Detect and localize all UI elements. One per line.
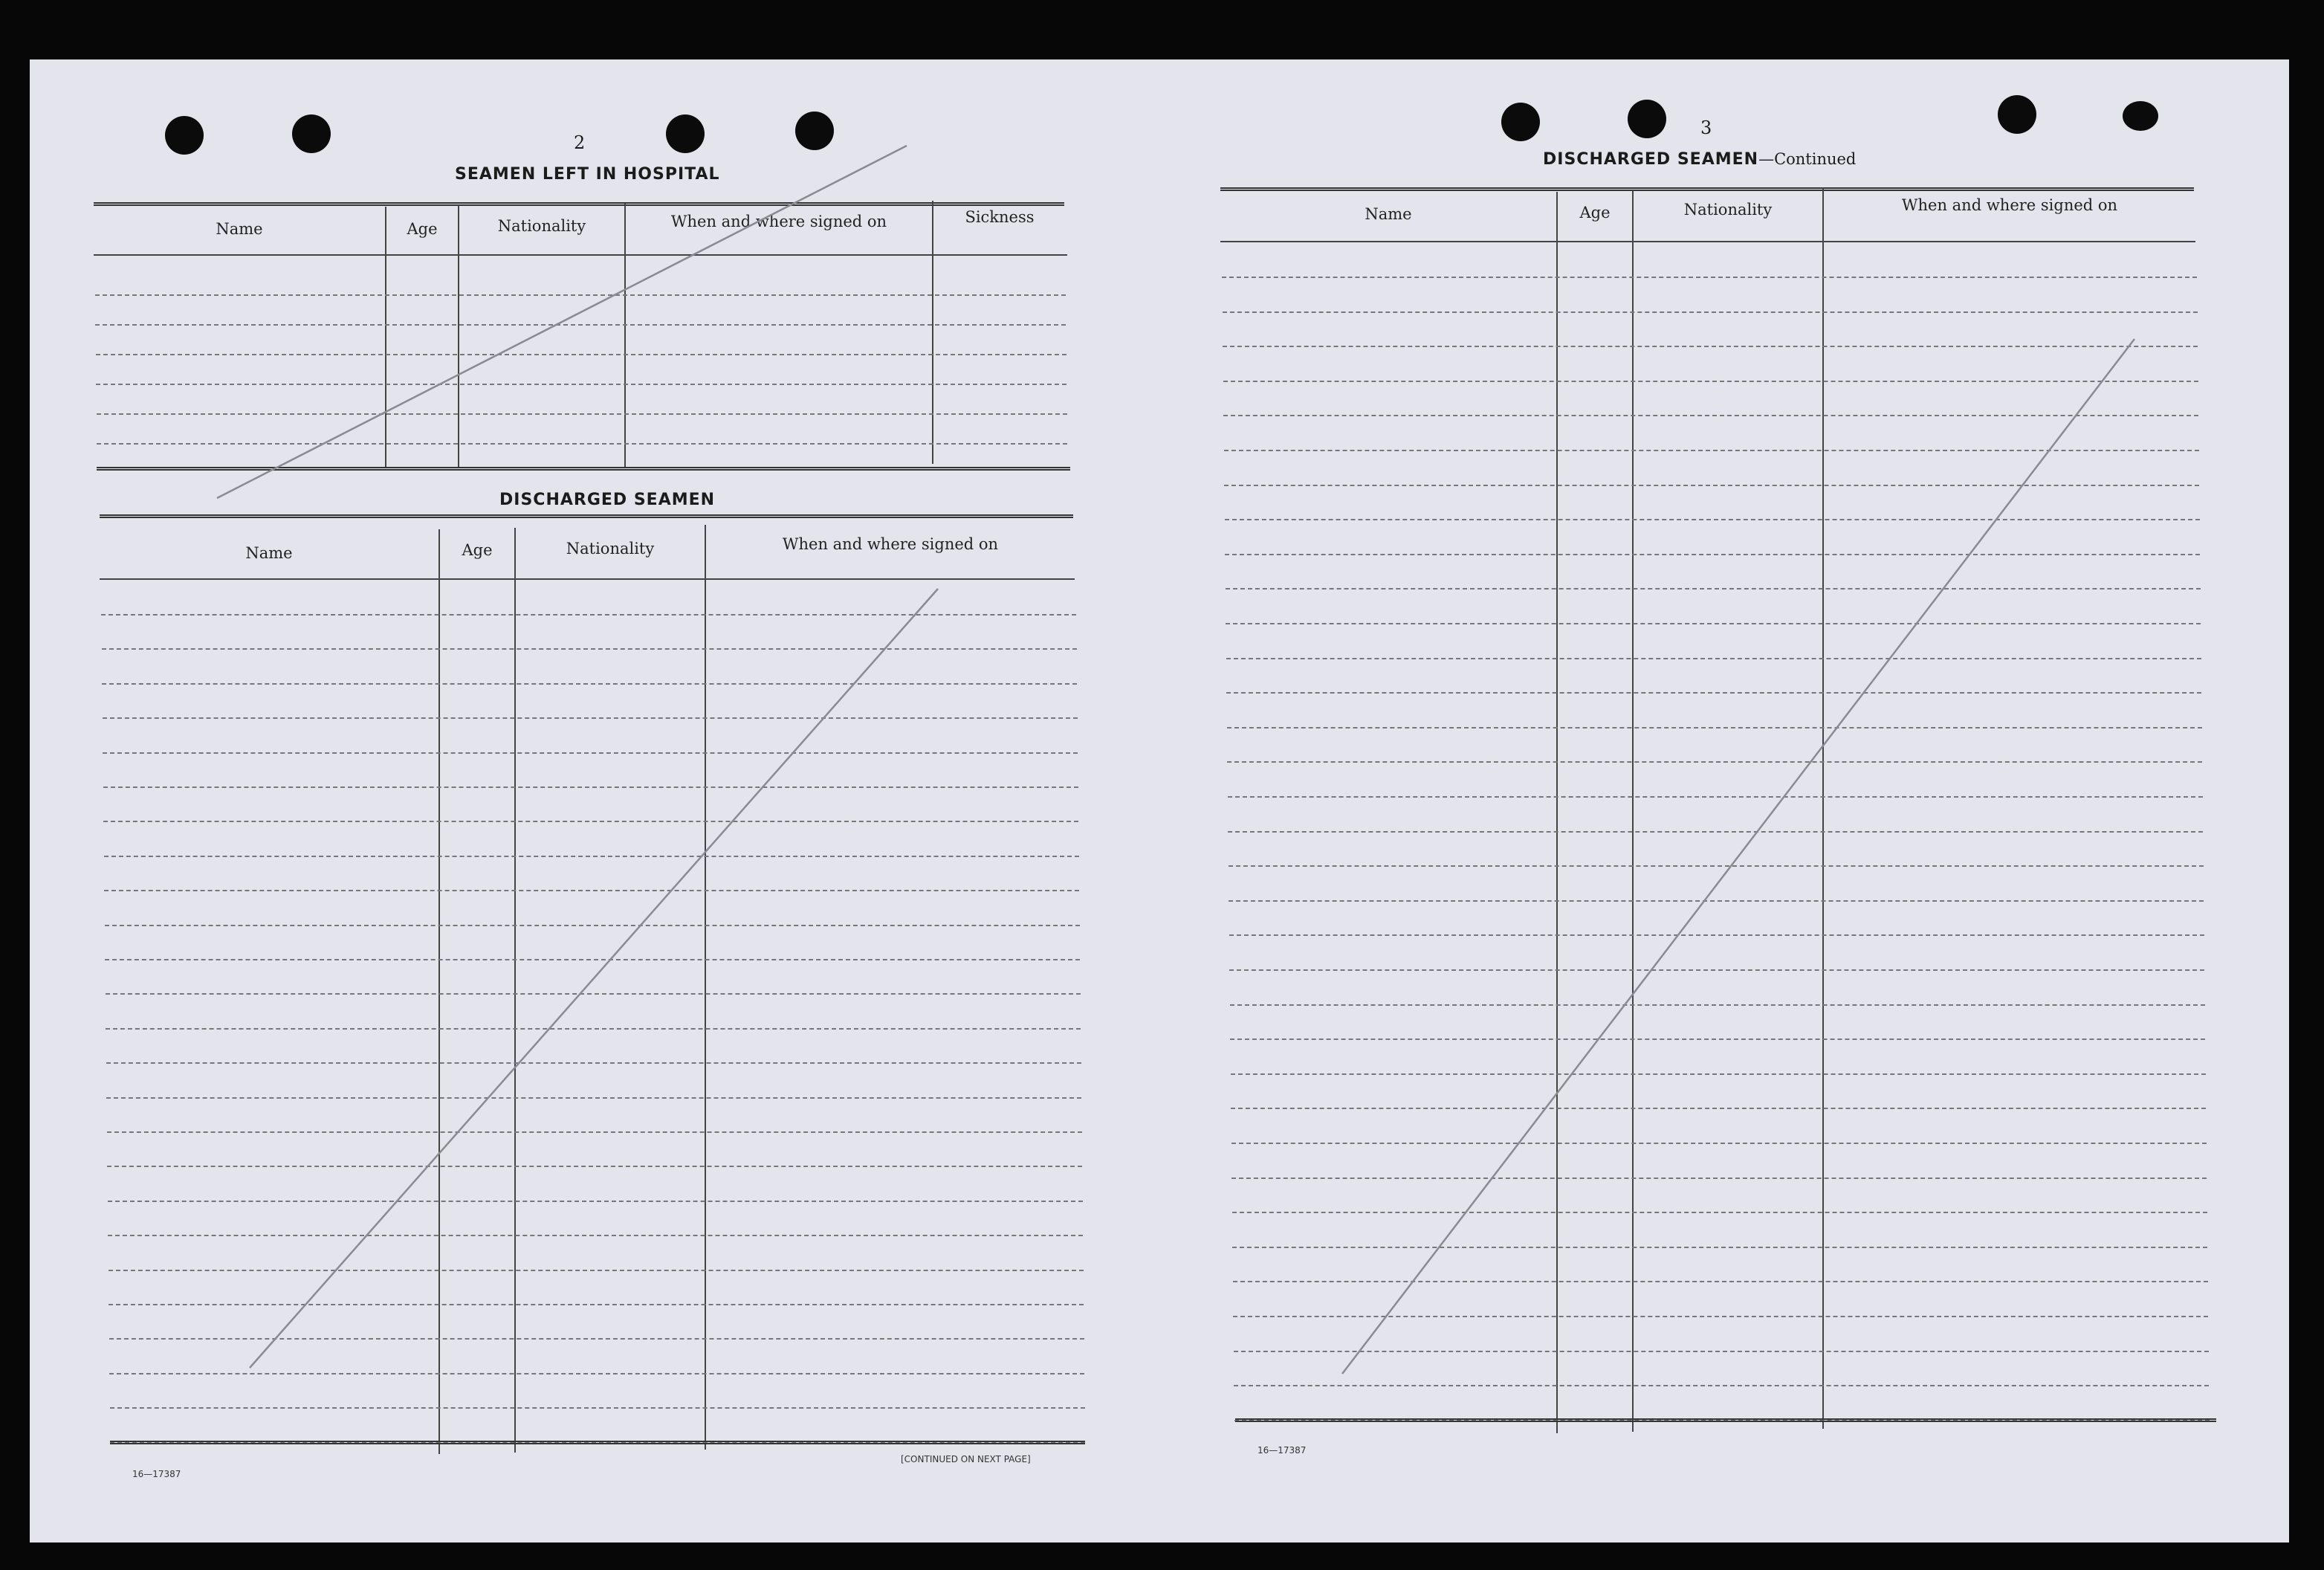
right-col-name: Name: [1365, 205, 1412, 223]
hospital-col-age: Age: [407, 220, 438, 238]
form-number-left: 16—17387: [132, 1469, 181, 1479]
discharged-col-nationality: Nationality: [566, 540, 655, 558]
pencil-strike-right: [1342, 339, 2134, 1374]
discharged-col-age: Age: [462, 541, 493, 559]
right-col-nationality: Nationality: [1683, 201, 1773, 219]
form-number-right: 16—17387: [1258, 1445, 1307, 1456]
right-col-signed-on: When and where signed on: [1901, 196, 2118, 214]
page-number-right: 3: [1700, 117, 1712, 138]
discharged-section-title: DISCHARGED SEAMEN: [499, 491, 716, 509]
discharged-col-name: Name: [245, 544, 293, 562]
right-title-text: DISCHARGED SEAMEN: [1543, 150, 1759, 169]
continued-note: [CONTINUED ON NEXT PAGE]: [901, 1454, 1031, 1464]
hospital-section-title: SEAMEN LEFT IN HOSPITAL: [455, 165, 720, 184]
hospital-col-name: Name: [216, 220, 263, 238]
pencil-strike-hospital: [217, 146, 907, 498]
right-col-age: Age: [1579, 204, 1611, 222]
hospital-col-sickness: Sickness: [965, 208, 1035, 226]
pencil-strike-discharged: [250, 589, 938, 1368]
discharged-col-signed-on: When and where signed on: [782, 535, 999, 553]
hospital-col-nationality: Nationality: [497, 217, 586, 235]
right-title-suffix: —Continued: [1758, 150, 1857, 168]
hospital-col-signed-on: When and where signed on: [670, 213, 887, 230]
page-number-left: 2: [574, 132, 586, 153]
